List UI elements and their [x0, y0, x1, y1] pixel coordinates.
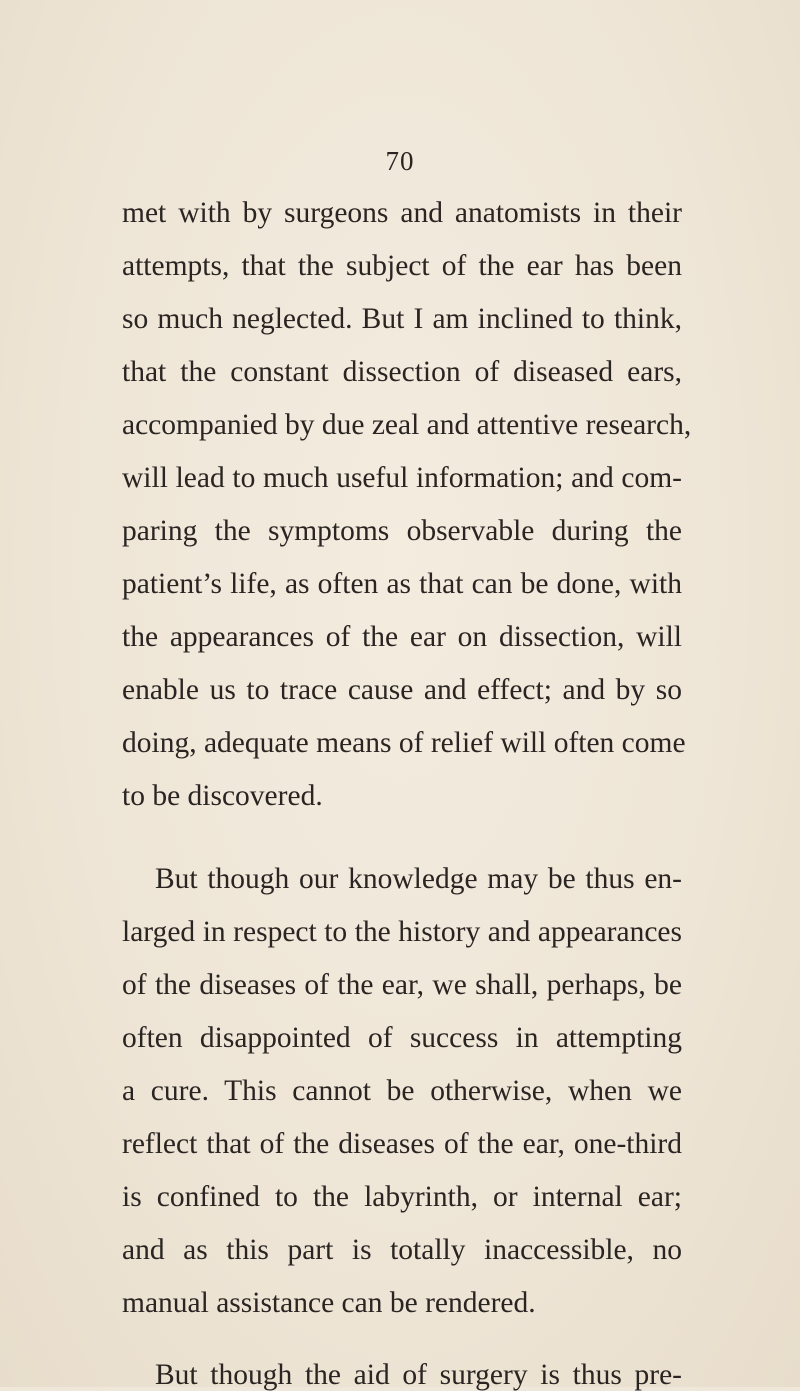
text-line: But though the aid of surgery is thus pre-: [155, 1359, 682, 1391]
text-line: a cure. This cannot be otherwise, when we: [122, 1075, 682, 1107]
text-line: enable us to trace cause and effect; and by so: [122, 674, 682, 706]
page-number: 70: [385, 146, 415, 176]
text-line: so much neglected. But I am inclined to think,: [122, 303, 682, 335]
text-line: larged in respect to the history and appearances: [122, 916, 682, 948]
text-line: and as this part is totally inaccessible, no: [122, 1234, 682, 1266]
text-line: of the diseases of the ear, we shall, perhaps, be: [122, 969, 682, 1001]
text-line: is confined to the labyrinth, or internal ear;: [122, 1181, 682, 1213]
text-line: to be discovered.: [122, 780, 323, 812]
text-line: paring the symptoms observable during the: [122, 515, 682, 547]
text-line: doing, adequate means of relief will often come: [122, 727, 686, 759]
text-line: will lead to much useful information; and com-: [122, 462, 682, 494]
text-line: met with by surgeons and anatomists in their: [122, 197, 682, 229]
text-line: often disappointed of success in attempting: [122, 1022, 682, 1054]
text-line: that the constant dissection of diseased ears,: [122, 356, 682, 388]
text-line: patient’s life, as often as that can be done, with: [122, 568, 682, 600]
text-line: the appearances of the ear on dissection, will: [122, 621, 682, 653]
text-line: But though our knowledge may be thus en-: [155, 863, 682, 895]
text-line: reflect that of the diseases of the ear, one-third: [122, 1128, 682, 1160]
text-line: accompanied by due zeal and attentive research,: [122, 409, 692, 441]
text-line: attempts, that the subject of the ear has been: [122, 250, 682, 282]
text-line: manual assistance can be rendered.: [122, 1287, 536, 1319]
